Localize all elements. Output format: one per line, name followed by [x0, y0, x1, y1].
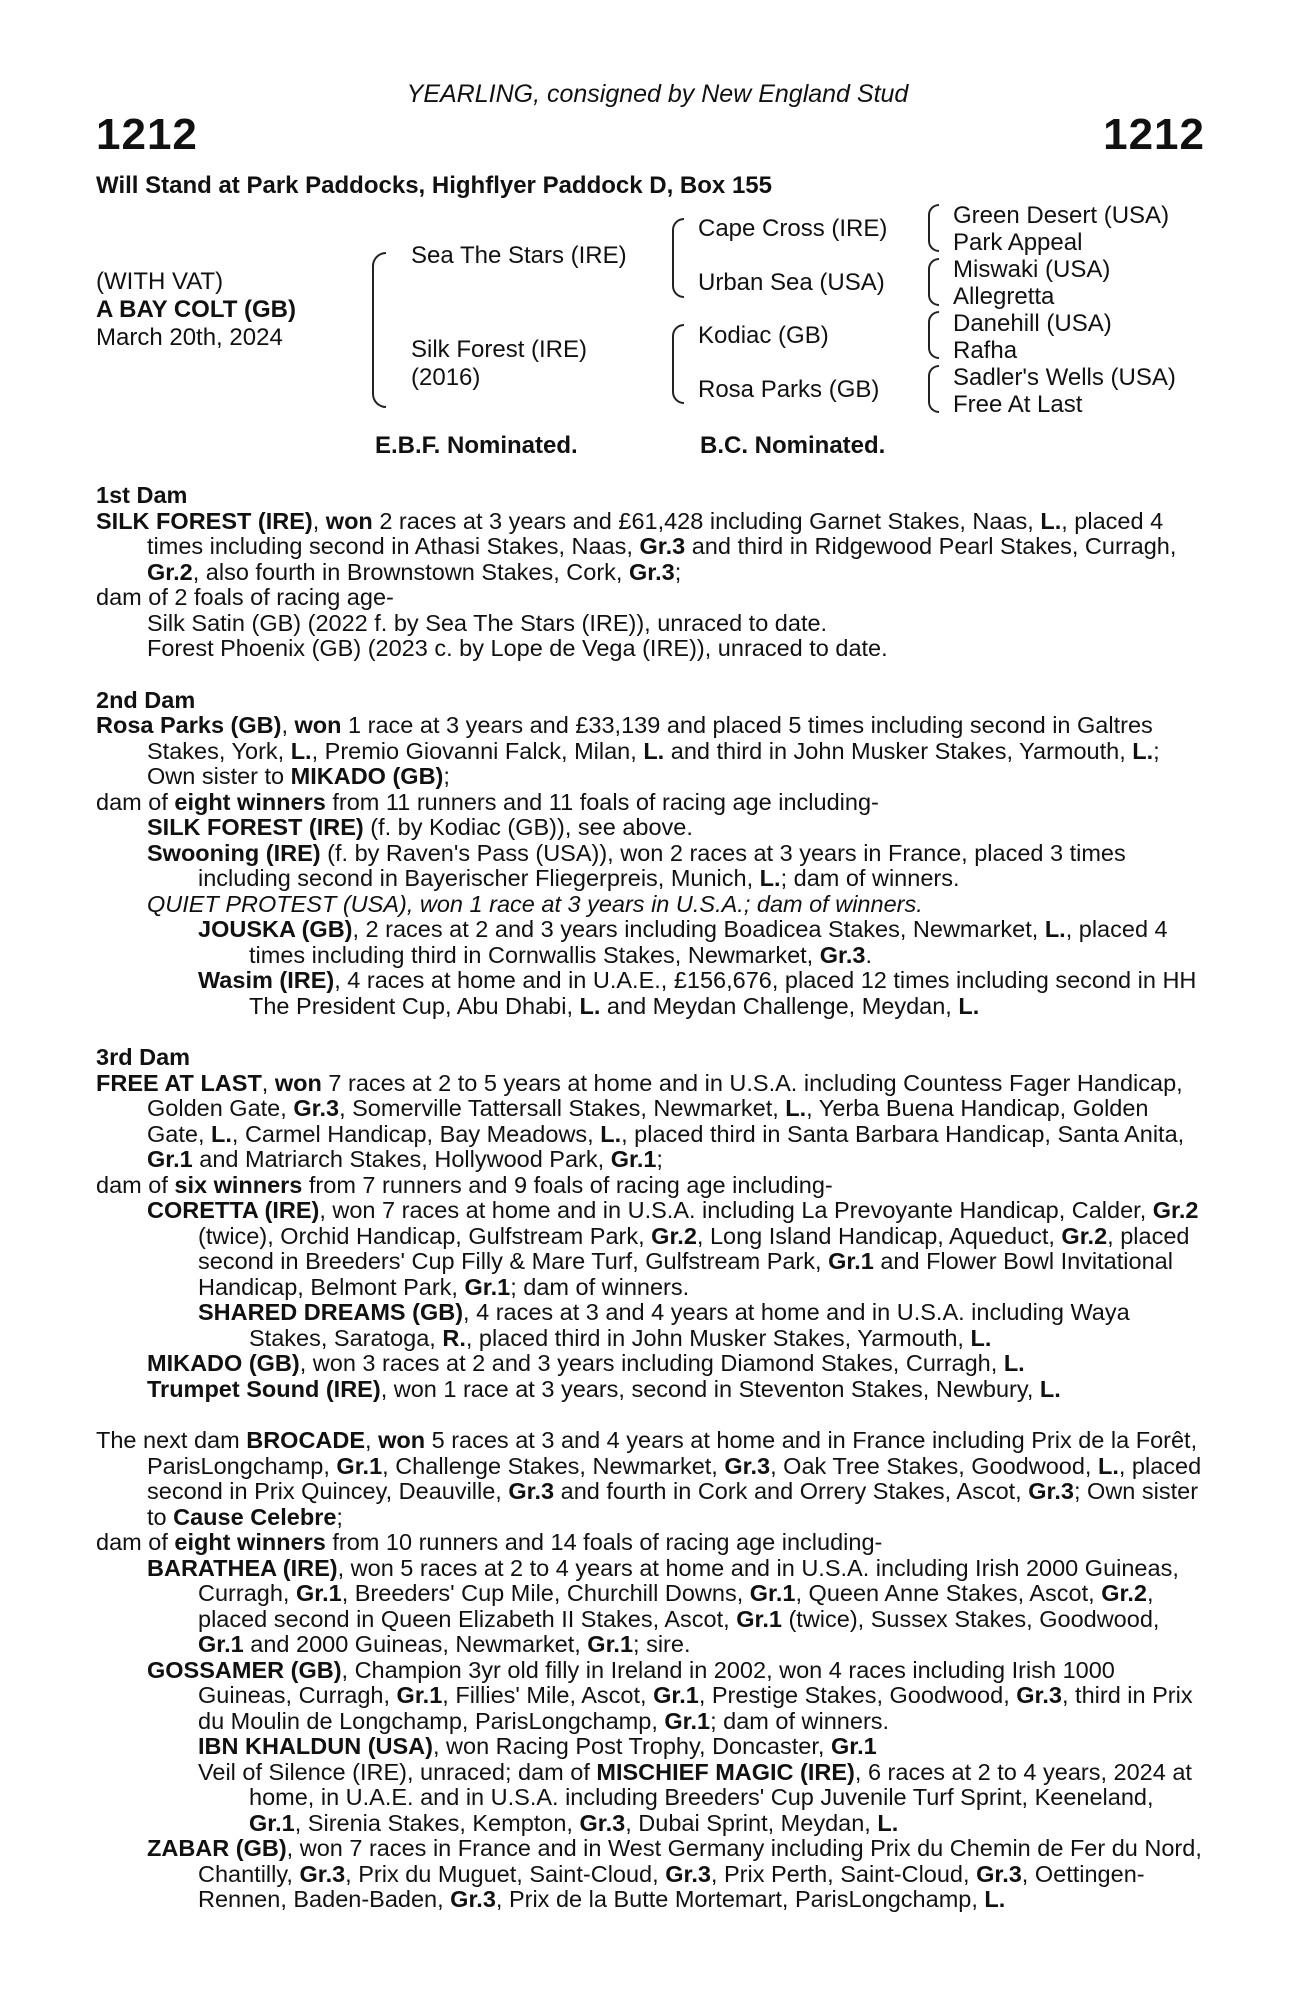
- offspring-entry: [147, 1658, 1206, 1735]
- third-dam-paragraph: FREE AT LAST, won 7 races at 2 to 5 years at home and in U.S.A. including Countess Fager Handicap, Golden Gate, Gr.3, Somerville Tattersall Stakes, Newmarket, L., Yerba Buena Handicap, Golden Gate, L., Carmel Handicap, Bay Meadows, L., placed third in Santa Barbara Handicap, Santa Anita, Gr.1 and Matriarch Stakes, Hollywood Park, Gr.1;: [96, 1069, 1185, 1172]
- group-tag: Gr.3: [724, 1452, 771, 1479]
- group-tag: Gr.1: [653, 1682, 699, 1708]
- text: (twice), Orchid Handicap, Gulfstream Park,: [198, 1222, 652, 1249]
- text: , Queen Anne Stakes, Ascot,: [795, 1580, 1102, 1606]
- text: 2 races at 3 years and £61,428 including Garnet Stakes, Naas,: [372, 507, 1041, 534]
- offspring-name: GOSSAMER (GB): [147, 1656, 342, 1683]
- lot-number-left: 1212: [96, 110, 198, 159]
- text: and fourth in Cork and Orrery Stakes, Ascot,: [554, 1478, 1029, 1504]
- group-tag: Gr.2: [1061, 1222, 1108, 1249]
- offspring-name: BARATHEA (IRE): [147, 1554, 338, 1581]
- listed-tag: L.: [877, 1809, 899, 1836]
- text: , Prestige Stakes, Goodwood,: [698, 1682, 1017, 1708]
- offspring-entry: [147, 1198, 1206, 1300]
- dam-dam-dam: Free At Last: [953, 391, 1083, 418]
- text: , third in Prix du Moulin de Longchamp, ParisLongchamp,: [198, 1682, 1193, 1734]
- group-tag: Gr.1: [198, 1631, 244, 1657]
- offspring-entry: [147, 1377, 1206, 1403]
- dam-sire-sire: Danehill (USA): [953, 310, 1112, 337]
- group-tag: Gr.3: [508, 1478, 555, 1504]
- group-tag: Gr.3: [1028, 1478, 1074, 1504]
- text: , Prix de la Butte Mortemart, ParisLongchamp,: [495, 1886, 985, 1912]
- group-tag: Gr.1: [736, 1605, 782, 1632]
- text: from 7 runners and 9 foals of racing age including-: [302, 1171, 833, 1198]
- offspring-name: QUIET PROTEST (USA): [147, 890, 407, 917]
- text: ;: [336, 1503, 343, 1530]
- listed-tag: L.: [785, 1095, 807, 1121]
- text: , Yerba Buena Handicap, Golden Gate,: [147, 1095, 1149, 1147]
- text: , Oettingen-Rennen, Baden-Baden,: [198, 1860, 1145, 1912]
- text: (f. by Raven's Pass (USA)), won 2 races at 3 years in France, placed 3 times including second in Bayerischer Fliegerpreis, Munich,: [198, 839, 1126, 891]
- catalogue-body: [96, 483, 1206, 1913]
- text: , Champion 3yr old filly in Ireland in 2002, won 4 races including Irish 1000 Guineas, Curragh,: [198, 1656, 1115, 1708]
- group-tag: Gr.1: [749, 1580, 796, 1606]
- offspring-entry: [147, 841, 1206, 892]
- text: , Challenge Stakes, Newmarket,: [382, 1452, 725, 1479]
- text: , placed second in Breeders' Cup Filly & Mare Turf, Gulfstream Park,: [198, 1222, 1190, 1274]
- listed-tag: L.: [1039, 1375, 1061, 1402]
- sire-dam: Urban Sea (USA): [698, 269, 885, 296]
- listed-tag: L.: [643, 737, 665, 764]
- winners-count: six winners: [174, 1171, 303, 1198]
- text: , 4 races at 3 and 4 years at home and in U.S.A. including Waya Stakes, Saratoga,: [249, 1299, 1130, 1351]
- listed-tag: L.: [290, 737, 312, 764]
- text: ;: [674, 558, 682, 585]
- dam: Silk Forest (IRE): [411, 336, 588, 363]
- third-dam-name: FREE AT LAST: [96, 1069, 262, 1096]
- sire-sire-sire: Green Desert (USA): [953, 202, 1170, 229]
- vat-label: (WITH VAT): [96, 268, 224, 295]
- third-dam-heading: 3rd Dam: [96, 1044, 191, 1070]
- text: from 11 runners and 11 foals of racing age including-: [325, 788, 879, 815]
- next-dam-name: BROCADE: [246, 1427, 366, 1453]
- text: dam of: [96, 788, 175, 815]
- offspring-entry: [147, 1351, 1206, 1377]
- winners-count: eight winners: [174, 788, 326, 815]
- text: , won 3 races at 2 and 3 years including Diamond Stakes, Curragh,: [299, 1350, 1004, 1376]
- text: , Long Island Handicap, Aqueduct,: [696, 1222, 1062, 1249]
- text: , placed third in Santa Barbara Handicap, Santa Anita,: [621, 1120, 1185, 1147]
- text: , won 1 race at 3 years, second in Steventon Stakes, Newbury,: [380, 1375, 1040, 1402]
- text: , won 1 race at 3 years in U.S.A.; dam of winners.: [406, 890, 923, 917]
- second-dam-name: Rosa Parks (GB): [96, 712, 282, 738]
- text: 5 races at 3 and 4 years at home and in France including Prix de la Forêt, ParisLongchamp,: [147, 1427, 1198, 1479]
- horse-name: A BAY COLT (GB): [96, 296, 297, 323]
- group-tag: Gr.1: [295, 1580, 342, 1606]
- group-tag: Gr.1: [249, 1809, 295, 1836]
- grand-offspring-entry: [198, 917, 1206, 968]
- group-tag: Gr.1: [464, 1273, 511, 1300]
- text: dam of: [96, 1171, 175, 1198]
- group-tag: Gr.2: [1101, 1580, 1147, 1606]
- listed-tag: L.: [970, 1324, 992, 1351]
- group-tag: Gr.3: [665, 1860, 711, 1887]
- text: , Carmel Handicap, Bay Meadows,: [231, 1120, 601, 1147]
- sister-name: Cause Celebre: [173, 1503, 337, 1530]
- listed-tag: L.: [1097, 1452, 1119, 1479]
- group-tag: Gr.2: [651, 1222, 697, 1249]
- offspring-name: MISCHIEF MAGIC (IRE): [596, 1758, 855, 1785]
- offspring-name: MIKADO (GB): [147, 1350, 300, 1376]
- group-tag: Gr.3: [639, 533, 686, 559]
- text: , placed 4 times including second in Athasi Stakes, Naas,: [147, 507, 1164, 559]
- text: , 2 races at 2 and 3 years including Boadicea Stakes, Newmarket,: [352, 916, 1045, 942]
- group-tag: Gr.2: [147, 558, 193, 585]
- group-tag: Gr.3: [579, 1809, 626, 1836]
- group-tag: Gr.1: [587, 1631, 634, 1657]
- text: , 6 races at 2 to 4 years, 2024 at home, in U.A.E. and in U.S.A. including Breeders' Cup Juvenile Turf Sprint, Keeneland,: [249, 1758, 1192, 1810]
- grand-offspring-entry: [198, 1734, 1206, 1760]
- dam-dam-sire: Sadler's Wells (USA): [953, 364, 1176, 391]
- offspring-name: ZABAR (GB): [147, 1835, 287, 1861]
- sister-name: MIKADO (GB): [290, 763, 444, 789]
- offspring-entry: [147, 892, 1206, 918]
- foal-entry: Forest Phoenix (GB) (2023 c. by Lope de Vega (IRE)), unraced to date.: [147, 635, 888, 661]
- listed-tag: L.: [984, 1886, 1006, 1912]
- text: , 4 races at home and in U.A.E., £156,676, placed 12 times including second in HH The President Cup, Abu Dhabi,: [249, 967, 1197, 1019]
- offspring-name: IBN KHALDUN (USA): [198, 1733, 433, 1759]
- next-dam-paragraph: The next dam BROCADE, won 5 races at 3 and 4 years at home and in France including Prix de la Forêt, ParisLongchamp, Gr.1, Challenge Stakes, Newmarket, Gr.3, Oak Tree Stakes, Goodwood, L., placed second in Prix Quincey, Deauville, Gr.3 and fourth in Cork and Orrery Stakes, Ascot, Gr.3; Own sister to Cause Celebre;: [96, 1427, 1202, 1530]
- ebf-nominated: E.B.F. Nominated.: [375, 432, 578, 459]
- listed-tag: L.: [1132, 737, 1154, 764]
- winners-count: eight winners: [174, 1529, 326, 1555]
- text: , placed third in John Musker Stakes, Yarmouth,: [465, 1324, 971, 1351]
- text: and Matriarch Stakes, Hollywood Park,: [192, 1146, 611, 1172]
- listed-tag: L.: [759, 865, 781, 891]
- sire: Sea The Stars (IRE): [411, 242, 627, 269]
- dam-sire-dam: Rafha: [953, 337, 1018, 364]
- group-tag: Gr.3: [819, 941, 866, 968]
- group-tag: Gr.2: [1152, 1197, 1199, 1223]
- grand-offspring-entry: [198, 1300, 1206, 1351]
- text: Veil of Silence (IRE), unraced; dam of: [198, 1758, 597, 1785]
- foaling-date: March 20th, 2024: [96, 324, 283, 351]
- text: , won 7 races in France and in West Germany including Prix du Chemin de Fer du Nord, Chantilly,: [198, 1835, 1202, 1887]
- listed-tag: L.: [600, 1120, 622, 1147]
- lot-number-right: 1212: [1103, 110, 1205, 159]
- text: (f. by Kodiac (GB)), see above.: [363, 814, 693, 840]
- listed-tag: L.: [1040, 507, 1062, 534]
- group-tag: Gr.1: [610, 1146, 657, 1172]
- text: ; sire.: [633, 1631, 691, 1657]
- won-label: won: [325, 507, 373, 534]
- text: , Premio Giovanni Falck, Milan,: [311, 737, 644, 764]
- text: , Prix Perth, Saint-Cloud,: [710, 1860, 977, 1887]
- text: ; dam of winners.: [780, 865, 960, 891]
- text: , Prix du Muguet, Saint-Cloud,: [345, 1860, 666, 1887]
- first-dam-paragraph: SILK FOREST (IRE), won 2 races at 3 years and £61,428 including Garnet Stakes, Naas, L., placed 4 times including second in Athasi Stakes, Naas, Gr.3 and third in Ridgewood Pearl Stakes, Curragh, Gr.2, also fourth in Brownstown Stakes, Cork, Gr.3;: [96, 507, 1177, 585]
- sire-dam-sire: Miswaki (USA): [953, 256, 1111, 283]
- pedigree-brace-main: [372, 252, 386, 408]
- offspring-name: SHARED DREAMS (GB): [198, 1299, 464, 1325]
- sire-dam-dam: Allegretta: [953, 283, 1055, 310]
- text: , Dubai Sprint, Meydan,: [625, 1809, 878, 1836]
- text: ; Own sister to: [147, 1478, 1199, 1530]
- won-label: won: [378, 1427, 426, 1453]
- text: , Fillies' Mile, Ascot,: [442, 1682, 654, 1708]
- listed-tag: L.: [211, 1120, 232, 1147]
- stand-location: Will Stand at Park Paddocks, Highflyer Paddock D, Box 155: [96, 172, 772, 199]
- text: ;: [443, 763, 450, 789]
- text: , Oak Tree Stakes, Goodwood,: [770, 1452, 1098, 1479]
- offspring-name: Wasim (IRE): [198, 967, 335, 993]
- foal-entry: Silk Satin (GB) (2022 f. by Sea The Stars (IRE)), unraced to date.: [147, 609, 828, 636]
- text: ; dam of winners.: [710, 1707, 890, 1734]
- text: , won 5 races at 2 to 4 years at home and in U.S.A. including Irish 2000 Guineas, Curragh,: [198, 1554, 1179, 1606]
- group-tag: Gr.1: [396, 1682, 443, 1708]
- group-tag: Gr.3: [1016, 1682, 1062, 1708]
- second-dam-produce: [96, 790, 1206, 816]
- text: , placed 4 times including third in Cornwallis Stakes, Newmarket,: [249, 916, 1168, 968]
- dam-sire: Kodiac (GB): [698, 322, 829, 349]
- listed-tag: L.: [1003, 1350, 1025, 1376]
- text: ;: [656, 1146, 663, 1172]
- text: , placed second in Prix Quincey, Deauville,: [147, 1452, 1202, 1504]
- next-dam-produce: [96, 1530, 1206, 1556]
- listed-tag: L.: [958, 992, 980, 1019]
- first-dam-produce: dam of 2 foals of racing age-: [96, 584, 394, 610]
- pedigree-brace-dam: [672, 324, 684, 404]
- pedigree-brace-1: [928, 204, 939, 252]
- group-tag: Gr.3: [976, 1860, 1022, 1887]
- pedigree-brace-sire: [672, 218, 684, 298]
- text: and third in John Musker Stakes, Yarmouth,: [664, 737, 1133, 764]
- text: 1 race at 3 years and £33,139 and placed 5 times including second in Galtres Stakes, York,: [147, 712, 1153, 764]
- subtitle: YEARLING, consigned by New England Stud: [406, 80, 909, 108]
- group-tag: Gr.3: [450, 1886, 496, 1912]
- text: from 10 runners and 14 foals of racing age including-: [325, 1529, 883, 1555]
- text: 7 races at 2 to 5 years at home and in U.S.A. including Countess Fager Handicap, Golden Gate,: [147, 1069, 1183, 1121]
- won-label: won: [294, 712, 342, 738]
- offspring-entry: [147, 815, 1206, 841]
- text: The next dam: [96, 1427, 247, 1453]
- text: , won 7 races at home and in U.S.A. including La Prevoyante Handicap, Calder,: [319, 1197, 1153, 1223]
- pedigree-brace-4: [928, 365, 939, 413]
- text: , placed second in Queen Elizabeth II Stakes, Ascot,: [198, 1580, 1154, 1632]
- group-tag: Gr.1: [147, 1146, 193, 1172]
- offspring-name: SILK FOREST (IRE): [147, 814, 364, 840]
- listed-tag: L.: [579, 992, 601, 1019]
- bc-nominated: B.C. Nominated.: [700, 432, 886, 459]
- text: and third in Ridgewood Pearl Stakes, Curragh,: [685, 533, 1177, 559]
- text: (twice), Sussex Stakes, Goodwood,: [781, 1605, 1160, 1632]
- won-label: won: [274, 1069, 322, 1096]
- text: , Sirenia Stakes, Kempton,: [294, 1809, 580, 1836]
- offspring-name: CORETTA (IRE): [147, 1197, 320, 1223]
- group-tag: Gr.1: [336, 1452, 383, 1479]
- text: dam of: [96, 1529, 175, 1555]
- second-dam-heading: 2nd Dam: [96, 686, 196, 713]
- restricted-tag: R.: [442, 1324, 466, 1351]
- text: and Meydan Challenge, Meydan,: [600, 992, 959, 1019]
- text: , Somerville Tattersall Stakes, Newmarket,: [339, 1095, 786, 1121]
- third-dam-produce: [96, 1173, 1206, 1199]
- second-dam-paragraph: Rosa Parks (GB), won 1 race at 3 years and £33,139 and placed 5 times including second in Galtres Stakes, York, L., Premio Giovanni Falck, Milan, L. and third in John Musker Stakes, Yarmouth, L.; Own sister to MIKADO (GB);: [96, 712, 1160, 789]
- text: and 2000 Guineas, Newmarket,: [243, 1631, 588, 1657]
- group-tag: Gr.1: [664, 1707, 711, 1734]
- group-tag: Gr.3: [293, 1095, 340, 1121]
- pedigree-brace-3: [928, 311, 939, 359]
- grand-offspring-entry: [198, 968, 1206, 1019]
- first-dam-heading: 1st Dam: [96, 482, 188, 508]
- text: .: [865, 941, 873, 968]
- offspring-name: JOUSKA (GB): [198, 916, 353, 942]
- text: , also fourth in Brownstown Stakes, Cork,: [192, 558, 629, 585]
- listed-tag: L.: [1044, 916, 1066, 942]
- offspring-entry: [147, 1836, 1206, 1913]
- offspring-name: Trumpet Sound (IRE): [147, 1375, 381, 1402]
- text: , won Racing Post Trophy, Doncaster,: [432, 1733, 831, 1759]
- text: ; Own sister to: [147, 737, 1160, 789]
- pedigree-brace-2: [928, 258, 939, 306]
- sire-sire: Cape Cross (IRE): [698, 215, 888, 242]
- group-tag: Gr.3: [628, 558, 675, 585]
- group-tag: Gr.1: [830, 1733, 877, 1759]
- dam-year: (2016): [411, 364, 481, 391]
- text: , Breeders' Cup Mile, Churchill Downs,: [341, 1580, 750, 1606]
- offspring-name: Swooning (IRE): [147, 839, 321, 866]
- first-dam-name: SILK FOREST (IRE): [96, 507, 313, 534]
- offspring-entry: [147, 1556, 1206, 1658]
- dam-dam: Rosa Parks (GB): [698, 376, 880, 403]
- text: ; dam of winners.: [510, 1273, 690, 1300]
- grand-offspring-entry: [198, 1760, 1206, 1837]
- group-tag: Gr.1: [828, 1248, 874, 1274]
- group-tag: Gr.3: [299, 1860, 346, 1887]
- sire-sire-dam: Park Appeal: [953, 229, 1083, 256]
- text: and Flower Bowl Invitational Handicap, Belmont Park,: [198, 1248, 1173, 1300]
